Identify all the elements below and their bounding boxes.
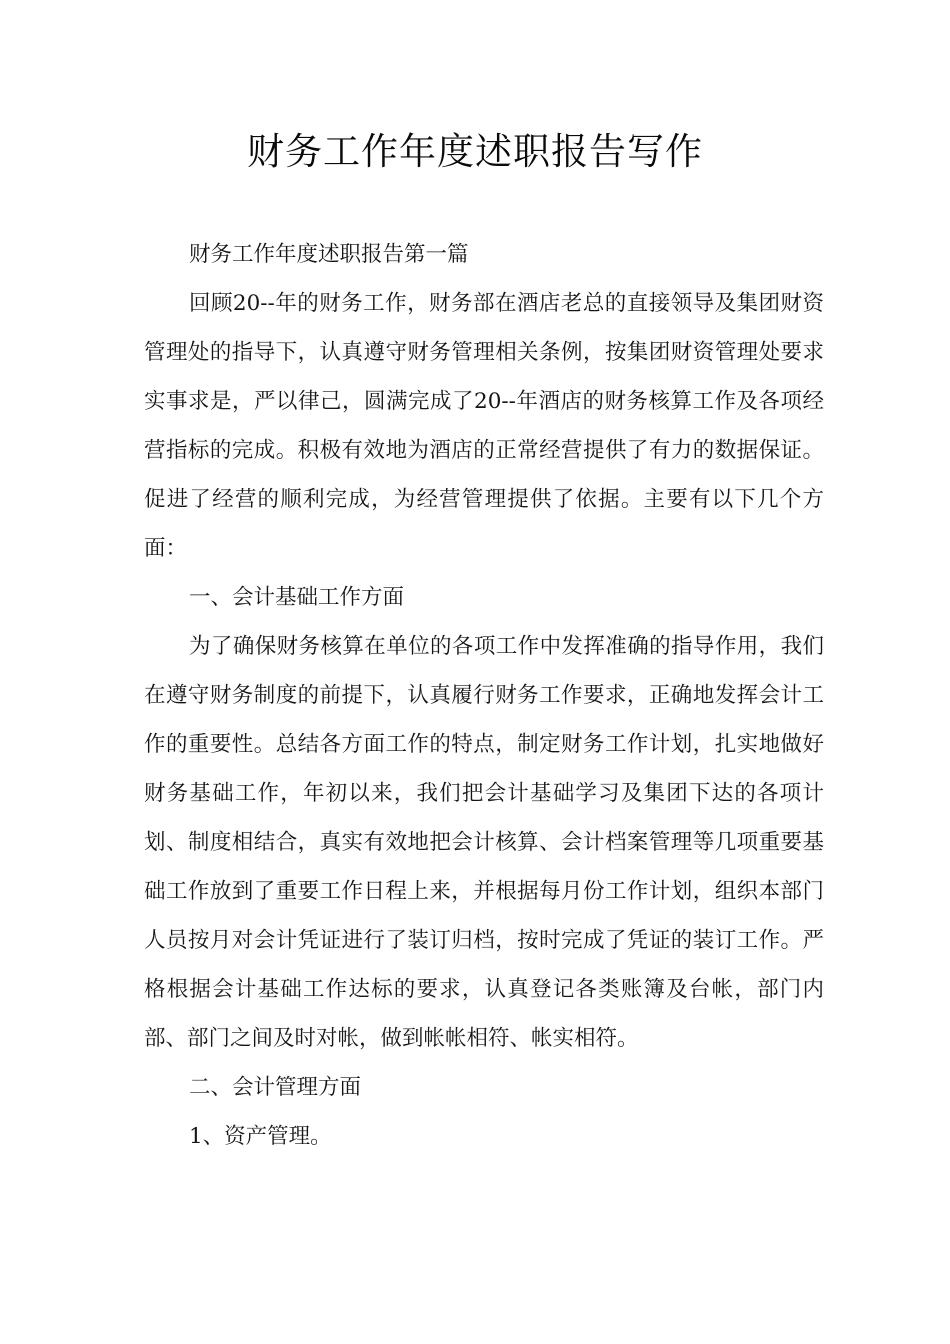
subsection-asset-management: 1、资产管理。 — [189, 1124, 332, 1149]
accounting-basics-paragraph: 为了确保财务核算在单位的各项工作中发挥准确的指导作用，我们在遵守财务制度的前提下，认真履行财务工作要求，正确地发挥会计工作的重要性。总结各方面工作的特点，制定财务工作计划，扎实地做好财务基础工作，年初以来，我们把会计基础学习及集团下达的各项计划、制度相结合，真实有效地把会计核算、会计档案管理等几项重要基础工作放到了重要工作日程上来，并根据每月份工作计划，组织本部门人员按月对会计凭证进行了装订归档，按时完成了凭证的装订工作。严格根据会计基础工作达标的要求，认真登记各类账簿及台帐，部门内部、部门之间及时对帐，做到帐帐相符、帐实相符。 — [144, 634, 824, 1051]
section-heading-accounting-management: 二、会计管理方面 — [189, 1075, 362, 1100]
section-heading-part-one: 财务工作年度述职报告第一篇 — [189, 242, 469, 267]
intro-paragraph: 回顾20--年的财务工作，财务部在酒店老总的直接领导及集团财资管理处的指导下，认真遵守财务管理相关条例，按集团财资管理处要求实事求是，严以律己，圆满完成了20--年酒店的财务核算工作及各项经营指标的完成。积极有效地为酒店的正常经营提供了有力的数据保证。促进了经营的顺利完成，为经营管理提供了依据。主要有以下几个方面： — [144, 291, 824, 561]
document-body — [144, 230, 824, 1161]
section-heading-accounting-basics: 一、会计基础工作方面 — [189, 585, 405, 610]
document-title: 财务工作年度述职报告写作 — [247, 130, 703, 173]
